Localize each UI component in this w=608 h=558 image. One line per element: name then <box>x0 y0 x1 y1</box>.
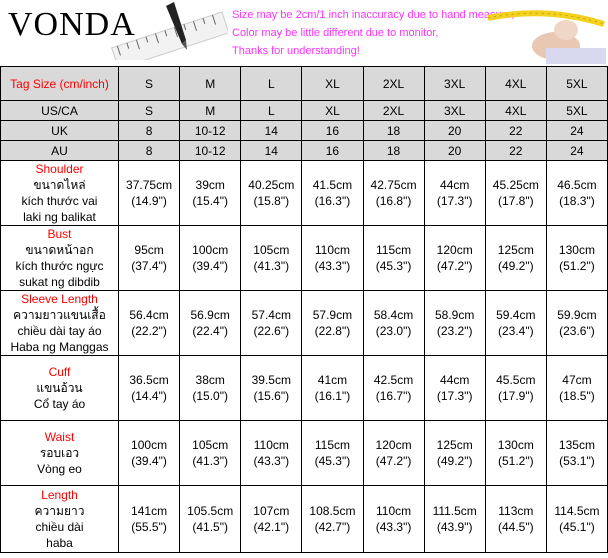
measurement-label <box>1 356 119 421</box>
measurement-cell <box>180 356 241 421</box>
cm-value: 45.25cm <box>492 178 539 192</box>
region-size-value: 8 <box>119 121 180 141</box>
cm-value: 57.9cm <box>312 308 353 322</box>
cm-value: 113cm <box>498 504 534 518</box>
inch-value: (17.3") <box>436 389 473 403</box>
region-size-row <box>1 141 608 161</box>
size-heading: 3XL <box>424 67 485 101</box>
measurement-cell <box>485 356 546 421</box>
size-heading: XL <box>302 67 363 101</box>
inch-value: (43.3") <box>253 454 290 468</box>
measurement-translation: sukat ng dibdib <box>19 275 100 289</box>
cm-value: 59.4cm <box>496 308 536 322</box>
cm-value: 41cm <box>317 373 348 387</box>
inch-value: (22.2") <box>131 324 167 338</box>
measurement-translation: laki ng balikat <box>23 210 96 224</box>
inch-value: (37.4") <box>131 259 167 273</box>
inch-value: (49.2") <box>436 454 473 468</box>
region-size-value: 22 <box>485 141 546 161</box>
measurement-translation: ขนาดไหล่ <box>33 178 86 192</box>
measurement-translation: ขนาดหน้าอก <box>25 243 94 257</box>
measurement-cell <box>485 486 546 553</box>
measurement-cell <box>424 421 485 486</box>
region-size-value: 14 <box>241 121 302 141</box>
measurement-title: Waist <box>44 430 75 444</box>
inch-value: (43.9") <box>436 520 473 534</box>
measurement-title: Cuff <box>48 365 71 379</box>
inch-value: (23.4") <box>498 324 534 338</box>
note-line: Thanks for understanding! <box>232 45 360 57</box>
measurement-translation: แขนอ้วน <box>36 381 83 395</box>
measurement-label <box>1 291 119 356</box>
inch-value: (51.2") <box>559 259 595 273</box>
measurement-cell <box>180 486 241 553</box>
inch-value: (14.9") <box>131 194 167 208</box>
region-size-value: 4XL <box>485 101 546 121</box>
measurement-row <box>1 356 608 421</box>
cm-value: 110cm <box>253 438 289 452</box>
region-size-row <box>1 121 608 141</box>
measurement-cell <box>241 356 302 421</box>
measurement-cell <box>119 291 180 356</box>
inch-value: (53.1") <box>559 454 595 468</box>
measurement-cell <box>485 291 546 356</box>
measurement-cell <box>302 356 363 421</box>
inch-value: (47.2") <box>436 259 473 273</box>
measurement-cell <box>119 421 180 486</box>
region-size-value: 24 <box>546 121 607 141</box>
measurement-cell <box>546 486 607 553</box>
measurement-cell <box>119 486 180 553</box>
measurement-cell <box>363 226 424 291</box>
measurement-cell <box>241 226 302 291</box>
inch-value: (15.8") <box>253 194 290 208</box>
measurement-cell <box>546 356 607 421</box>
measurement-cell <box>180 291 241 356</box>
inch-value: (55.5") <box>131 520 167 534</box>
inch-value: (22.6") <box>253 324 290 338</box>
inch-value: (41.5") <box>192 520 228 534</box>
measurement-cell <box>485 161 546 226</box>
measurement-label <box>1 421 119 486</box>
region-size-value: 8 <box>119 141 180 161</box>
cm-value: 42.5cm <box>373 373 414 387</box>
inch-value: (43.3") <box>375 520 412 534</box>
measurement-cell <box>241 291 302 356</box>
cm-value: 114.5cm <box>554 504 600 518</box>
inch-value: (41.3") <box>253 259 290 273</box>
measurement-label <box>1 161 119 226</box>
region-size-value: 3XL <box>424 101 485 121</box>
inch-value: (45.1") <box>559 520 595 534</box>
measurement-cell <box>241 421 302 486</box>
region-size-value: 16 <box>302 141 363 161</box>
measurement-title: Sleeve Length <box>21 292 98 306</box>
measurement-cell <box>180 421 241 486</box>
region-label: AU <box>1 141 119 161</box>
cm-value: 105.5cm <box>187 504 234 518</box>
region-size-value: S <box>119 101 180 121</box>
inch-value: (42.7") <box>314 520 351 534</box>
cm-value: 120cm <box>375 438 412 452</box>
region-size-value: 20 <box>424 121 485 141</box>
measurement-translation: kích thước ngực <box>15 259 104 273</box>
measurement-cell <box>302 161 363 226</box>
ruler-pen-icon <box>108 0 228 60</box>
measurement-cell <box>302 486 363 553</box>
measurement-cell <box>546 421 607 486</box>
measurement-translation: Haba ng Manggas <box>10 340 109 354</box>
measurement-cell <box>363 161 424 226</box>
inch-value: (51.2") <box>498 454 534 468</box>
measuring-tape-hand-icon <box>486 0 608 64</box>
measurement-cell <box>424 161 485 226</box>
region-size-value: 22 <box>485 121 546 141</box>
region-size-value: M <box>180 101 241 121</box>
measurement-translation: Cổ tay áo <box>33 397 86 411</box>
cm-value: 108.5cm <box>309 504 356 518</box>
cm-value: 115cm <box>375 243 412 257</box>
measurement-cell <box>546 226 607 291</box>
size-heading: S <box>119 67 180 101</box>
cm-value: 100cm <box>192 243 229 257</box>
region-label: US/CA <box>1 101 119 121</box>
cm-value: 38cm <box>195 373 225 387</box>
region-size-row <box>1 101 608 121</box>
region-size-value: L <box>241 101 302 121</box>
cm-value: 59.9cm <box>557 308 597 322</box>
measurement-row <box>1 421 608 486</box>
measurement-cell <box>241 161 302 226</box>
cm-value: 47cm <box>562 373 592 387</box>
inch-value: (23.0") <box>375 324 412 338</box>
region-size-value: 16 <box>302 121 363 141</box>
measurement-cell <box>363 356 424 421</box>
measurement-cell <box>302 291 363 356</box>
cm-value: 39cm <box>195 178 225 192</box>
sizing-notes <box>232 6 514 60</box>
size-chart-table <box>0 66 608 553</box>
inch-value: (41.3") <box>192 454 228 468</box>
measurement-cell <box>302 226 363 291</box>
cm-value: 130cm <box>497 438 534 452</box>
cm-value: 58.4cm <box>373 308 414 322</box>
measurement-translation: chiều dài <box>35 520 84 534</box>
cm-value: 115cm <box>314 438 350 452</box>
inch-value: (23.6") <box>559 324 595 338</box>
measurement-translation: haba <box>46 536 73 550</box>
size-heading: 4XL <box>485 67 546 101</box>
measurement-cell <box>485 421 546 486</box>
cm-value: 44cm <box>440 178 470 192</box>
size-header-row <box>1 67 608 101</box>
measurement-title: Shoulder <box>35 162 84 176</box>
measurement-label <box>1 486 119 553</box>
inch-value: (16.8") <box>375 194 412 208</box>
note-line: Color may be little different due to monitor, <box>232 27 439 39</box>
cm-value: 95cm <box>134 243 164 257</box>
cm-value: 56.9cm <box>190 308 230 322</box>
header-banner <box>0 0 608 66</box>
cm-value: 100cm <box>131 438 168 452</box>
measurement-cell <box>546 291 607 356</box>
region-size-value: 2XL <box>363 101 424 121</box>
measurement-cell <box>241 486 302 553</box>
brand-logo: VONDA <box>8 6 136 43</box>
inch-value: (17.9") <box>498 389 534 403</box>
cm-value: 37.75cm <box>126 178 173 192</box>
region-size-value: 18 <box>363 121 424 141</box>
measurement-row <box>1 226 608 291</box>
inch-value: (23.2") <box>436 324 473 338</box>
region-size-value: 10-12 <box>180 141 241 161</box>
inch-value: (17.8") <box>498 194 534 208</box>
measurement-translation: ความยาว <box>34 504 85 518</box>
region-size-value: 14 <box>241 141 302 161</box>
measurement-cell <box>363 421 424 486</box>
cm-value: 46.5cm <box>557 178 597 192</box>
cm-value: 141cm <box>131 504 168 518</box>
measurement-cell <box>302 421 363 486</box>
inch-value: (45.3") <box>375 259 412 273</box>
measurement-cell <box>424 356 485 421</box>
measurement-cell <box>424 226 485 291</box>
measurement-cell <box>546 161 607 226</box>
region-size-value: XL <box>302 101 363 121</box>
size-heading: 2XL <box>363 67 424 101</box>
measurement-row <box>1 291 608 356</box>
region-size-value: 20 <box>424 141 485 161</box>
measurement-translation: รอบเอว <box>39 446 80 460</box>
size-heading: M <box>180 67 241 101</box>
cm-value: 36.5cm <box>129 373 169 387</box>
cm-value: 39.5cm <box>251 373 291 387</box>
cm-value: 45.5cm <box>496 373 536 387</box>
region-size-value: 24 <box>546 141 607 161</box>
measurement-cell <box>424 291 485 356</box>
measurement-cell <box>180 161 241 226</box>
inch-value: (15.0") <box>192 389 228 403</box>
inch-value: (45.3") <box>314 454 351 468</box>
cm-value: 125cm <box>497 243 534 257</box>
cm-value: 41.5cm <box>312 178 353 192</box>
size-heading: L <box>241 67 302 101</box>
inch-value: (42.1") <box>253 520 290 534</box>
inch-value: (17.3") <box>436 194 473 208</box>
inch-value: (39.4") <box>192 259 228 273</box>
measurement-translation: kích thước vai <box>21 194 98 208</box>
inch-value: (43.3") <box>314 259 351 273</box>
note-line: Size may be 2cm/1 inch inaccuracy due to hand measure, <box>232 9 515 21</box>
inch-value: (22.8") <box>314 324 351 338</box>
cm-value: 56.4cm <box>129 308 169 322</box>
cm-value: 110cm <box>314 243 350 257</box>
measurement-label <box>1 226 119 291</box>
inch-value: (47.2") <box>375 454 412 468</box>
measurement-cell <box>485 226 546 291</box>
cm-value: 44cm <box>440 373 470 387</box>
measurement-row <box>1 161 608 226</box>
cm-value: 120cm <box>436 243 473 257</box>
measurement-cell <box>180 226 241 291</box>
cm-value: 107cm <box>253 504 290 518</box>
inch-value: (18.3") <box>559 194 595 208</box>
inch-value: (39.4") <box>131 454 167 468</box>
measurement-cell <box>119 226 180 291</box>
measurement-cell <box>119 356 180 421</box>
measurement-cell <box>424 486 485 553</box>
cm-value: 135cm <box>558 438 595 452</box>
size-heading: 5XL <box>546 67 607 101</box>
cm-value: 105cm <box>192 438 229 452</box>
cm-value: 105cm <box>253 243 290 257</box>
cm-value: 111.5cm <box>432 504 477 518</box>
region-label: UK <box>1 121 119 141</box>
inch-value: (15.4") <box>192 194 228 208</box>
measurement-cell <box>119 161 180 226</box>
cm-value: 130cm <box>558 243 595 257</box>
measurement-cell <box>363 486 424 553</box>
tag-size-label: Tag Size (cm/inch) <box>1 67 119 101</box>
measurement-translation: chiều dài tay áo <box>17 324 102 338</box>
inch-value: (14.4") <box>131 389 167 403</box>
cm-value: 57.4cm <box>251 308 291 322</box>
inch-value: (49.2") <box>498 259 534 273</box>
measurement-cell <box>363 291 424 356</box>
inch-value: (44.5") <box>498 520 534 534</box>
cm-value: 110cm <box>375 504 412 518</box>
inch-value: (16.1") <box>314 389 351 403</box>
measurement-title: Length <box>41 488 78 502</box>
inch-value: (16.7") <box>375 389 412 403</box>
measurement-translation: ความยาวแขนเสื้อ <box>13 308 106 322</box>
region-size-value: 18 <box>363 141 424 161</box>
region-size-value: 5XL <box>546 101 607 121</box>
cm-value: 58.9cm <box>435 308 475 322</box>
inch-value: (22.4") <box>192 324 228 338</box>
inch-value: (15.6") <box>253 389 290 403</box>
inch-value: (18.5") <box>559 389 595 403</box>
inch-value: (16.3") <box>314 194 351 208</box>
cm-value: 42.75cm <box>370 178 417 192</box>
measurement-title: Bust <box>47 227 72 241</box>
measurement-translation: Vòng eo <box>37 462 82 476</box>
region-size-value: 10-12 <box>180 121 241 141</box>
measurement-row <box>1 486 608 553</box>
cm-value: 125cm <box>436 438 473 452</box>
cm-value: 40.25cm <box>248 178 295 192</box>
